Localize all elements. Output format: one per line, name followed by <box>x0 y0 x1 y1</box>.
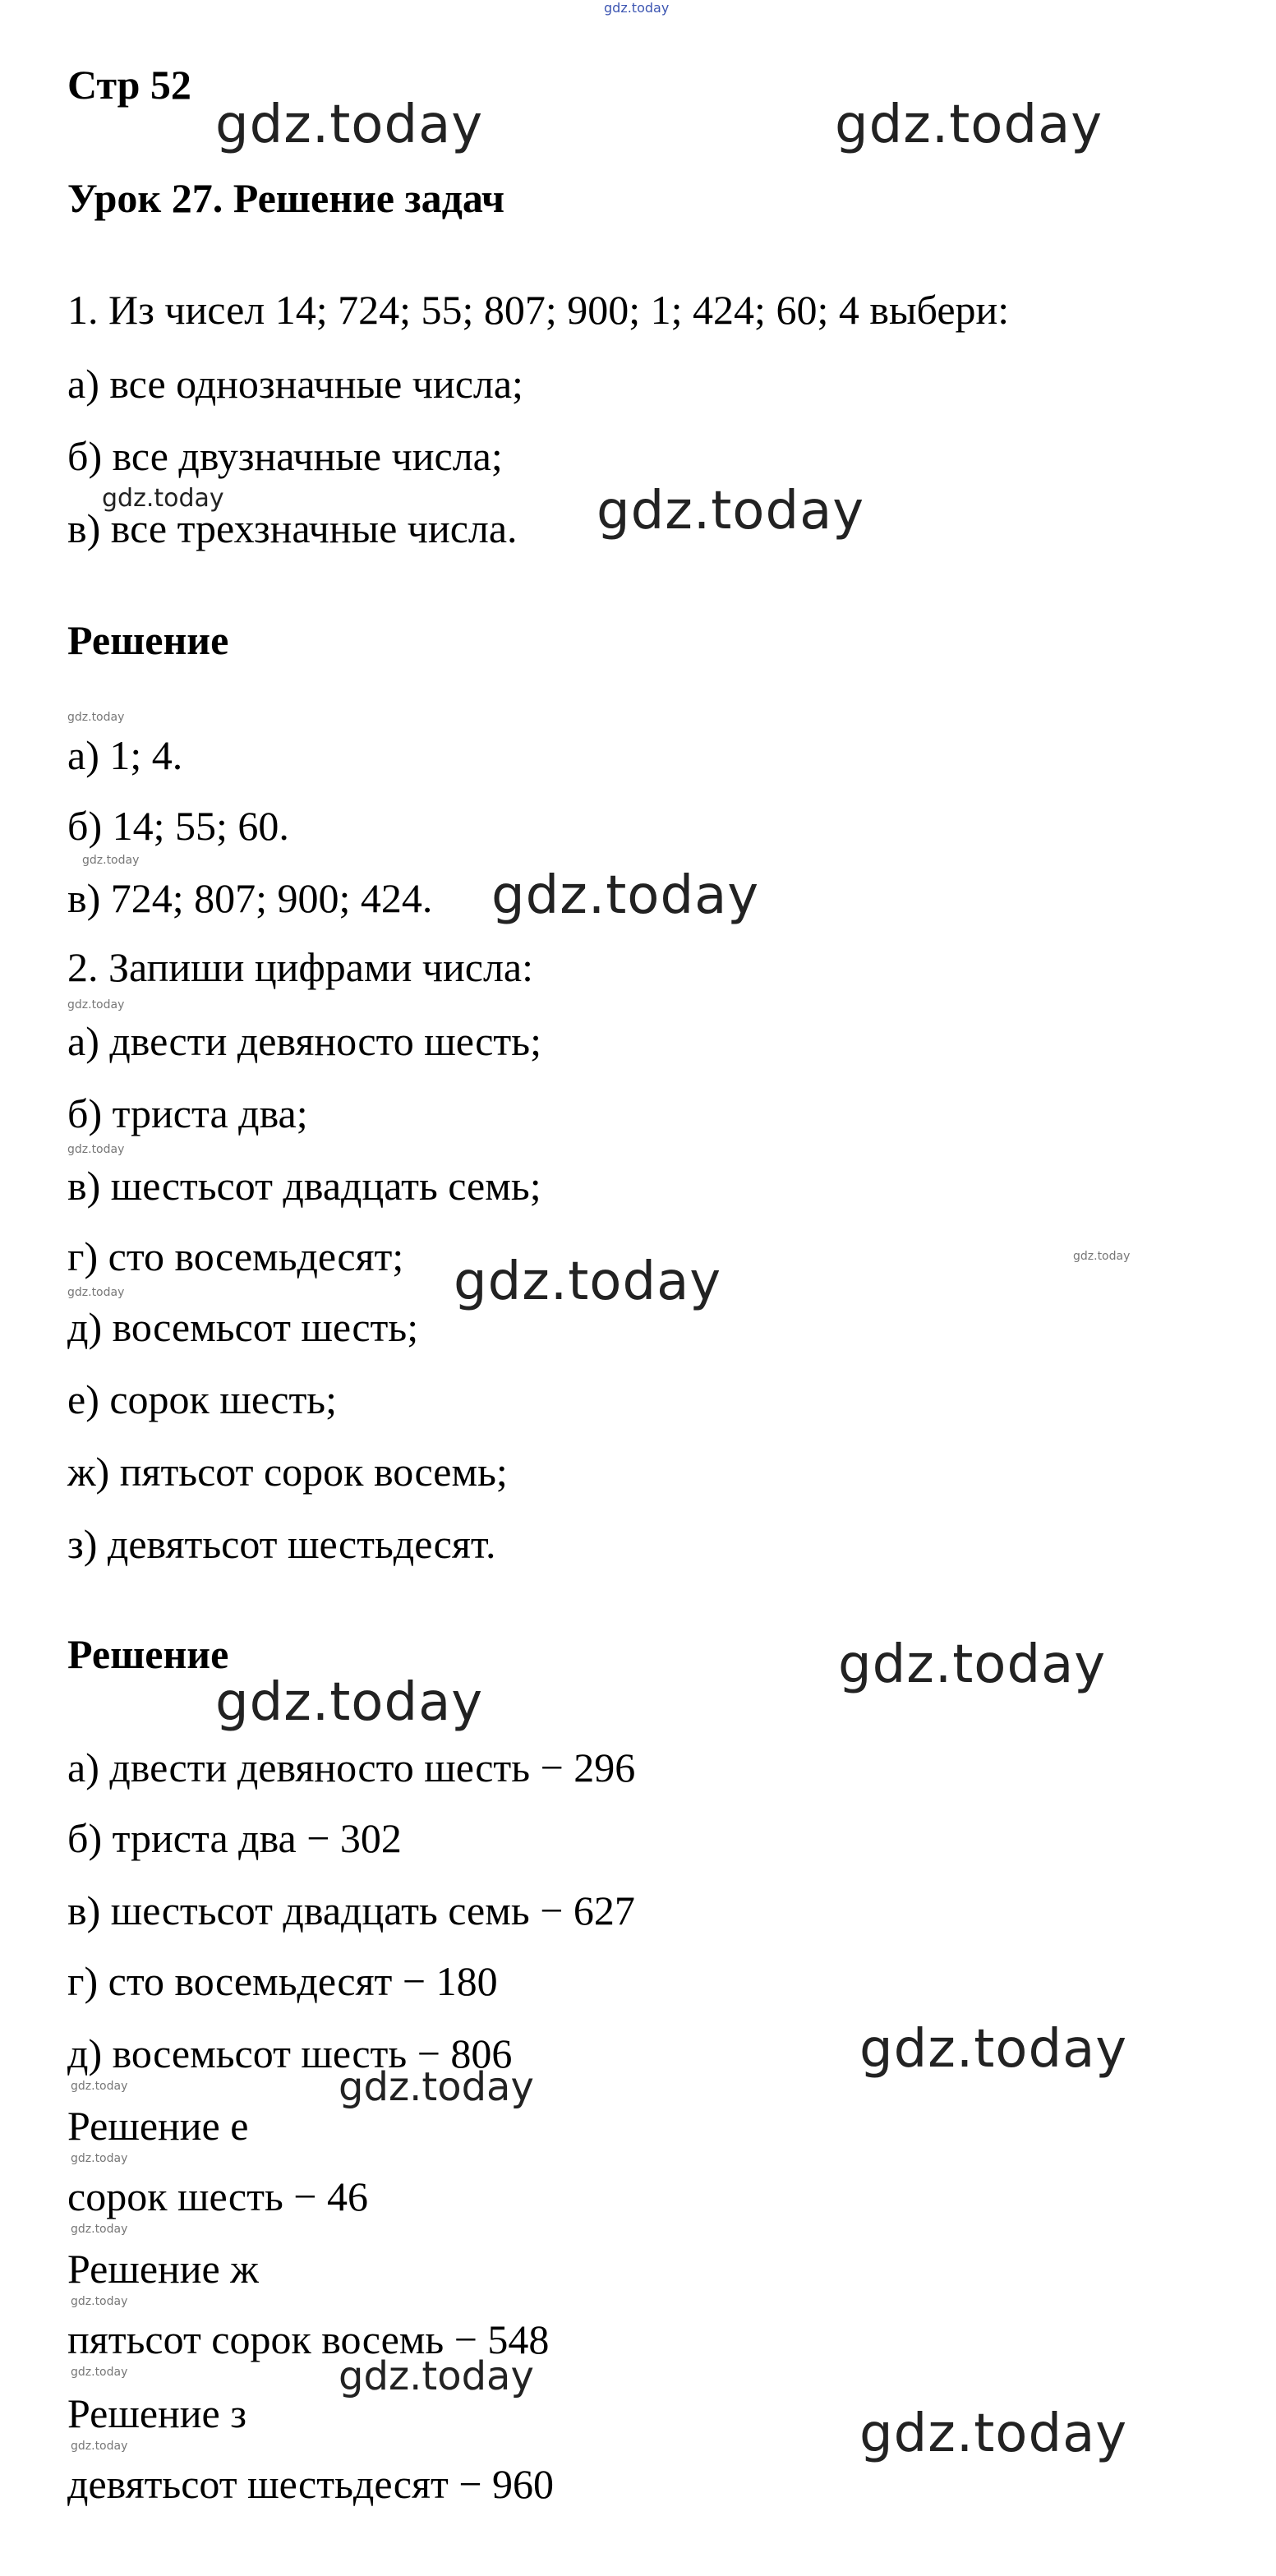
task2-solution-z-title: Решение з <box>67 2390 246 2436</box>
task2-item-a: а) двести девяносто шесть; <box>67 1018 541 1064</box>
task2-item-e: е) сорок шесть; <box>67 1376 338 1422</box>
watermark: gdz.today <box>454 1251 722 1312</box>
task1-answer-a: а) 1; 4. <box>67 732 183 778</box>
task2-solution-zh-title: Решение ж <box>67 2246 259 2292</box>
task1-question: 1. Из чисел 14; 724; 55; 807; 900; 1; 424; 60; 4 выбери: <box>67 287 1010 333</box>
task2-answer-b: б) триста два − 302 <box>67 1815 402 1861</box>
task2-item-zh: ж) пятьсот сорок восемь; <box>67 1449 508 1495</box>
task2-answer-a: а) двести девяносто шесть − 296 <box>67 1744 636 1790</box>
task2-question: 2. Запиши цифрами числа: <box>67 944 533 990</box>
task2-item-b: б) триста два; <box>67 1090 308 1136</box>
task2-item-d: д) восемьсот шесть; <box>67 1304 419 1350</box>
watermark: gdz.today <box>838 1634 1107 1695</box>
task2-answer-d: д) восемьсот шесть − 806 <box>67 2030 513 2076</box>
watermark: gdz.today <box>859 2019 1128 2080</box>
task2-solution-zh-answer: пятьсот сорок восемь − 548 <box>67 2316 550 2362</box>
watermark: gdz.today <box>215 94 484 155</box>
task2-solution-e-answer: сорок шесть − 46 <box>67 2173 368 2219</box>
watermark: gdz.today <box>67 711 125 724</box>
watermark: gdz.today <box>597 481 865 541</box>
watermark: gdz.today <box>491 865 760 926</box>
task2-item-z: з) девятьсот шестьдесят. <box>67 1521 496 1567</box>
watermark: gdz.today <box>67 1286 125 1299</box>
task1-answer-v: в) 724; 807; 900; 424. <box>67 875 433 921</box>
task2-answer-g: г) сто восемьдесят − 180 <box>67 1958 498 2004</box>
watermark: gdz.today <box>339 2353 534 2399</box>
lesson-title: Урок 27. Решение задач <box>67 175 505 221</box>
watermark: gdz.today <box>215 1672 484 1733</box>
task2-answer-v: в) шестьсот двадцать семь − 627 <box>67 1887 635 1933</box>
watermark: gdz.today <box>1073 1250 1131 1263</box>
watermark-top: gdz.today <box>604 0 670 16</box>
watermark: gdz.today <box>859 2403 1128 2464</box>
task1-item-a: а) все однозначные числа; <box>67 361 523 407</box>
task1-answer-b: б) 14; 55; 60. <box>67 803 289 849</box>
task1-solution-title: Решение <box>67 617 229 663</box>
watermark: gdz.today <box>82 854 140 867</box>
watermark: gdz.today <box>835 94 1103 155</box>
task2-item-g: г) сто восемьдесят; <box>67 1233 404 1279</box>
watermark: gdz.today <box>71 2366 128 2379</box>
watermark: gdz.today <box>71 2152 128 2165</box>
watermark: gdz.today <box>71 2295 128 2308</box>
watermark: gdz.today <box>67 998 125 1012</box>
task1-item-b: б) все двузначные числа; <box>67 433 503 479</box>
task2-solution-e-title: Решение е <box>67 2103 249 2149</box>
task2-solution-title: Решение <box>67 1631 229 1677</box>
watermark: gdz.today <box>67 1143 125 1156</box>
task1-item-v: в) все трехзначные числа. <box>67 505 518 551</box>
watermark: gdz.today <box>71 2440 128 2453</box>
watermark: gdz.today <box>71 2080 128 2093</box>
watermark: gdz.today <box>102 484 224 513</box>
page-number: Стр 52 <box>67 62 191 108</box>
watermark: gdz.today <box>339 2064 534 2110</box>
watermark: gdz.today <box>71 2223 128 2236</box>
task2-item-v: в) шестьсот двадцать семь; <box>67 1163 541 1209</box>
task2-solution-z-answer: девятьсот шестьдесят − 960 <box>67 2461 555 2507</box>
